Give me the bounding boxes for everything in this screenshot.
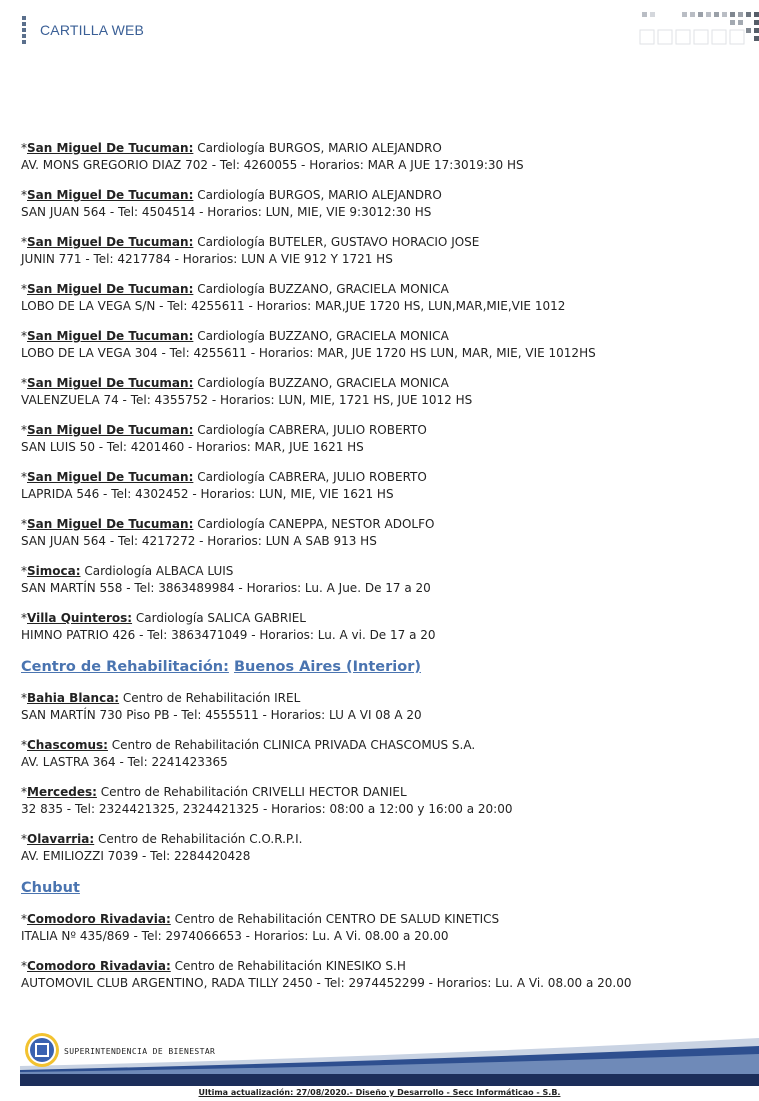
provider-entry: *San Miguel De Tucuman: Cardiología BUZZANO, GRACIELA MONICA LOBO DE LA VEGA 304 - Tel: 4255611 - Horarios: MAR, JUE 1720 HS LUN, MAR, MIE, VIE 1012HS bbox=[21, 328, 746, 362]
entry-location: San Miguel De Tucuman: bbox=[27, 188, 194, 202]
section-subheading-link[interactable]: Buenos Aires (Interior) bbox=[233, 659, 421, 675]
entry-address: JUNIN 771 - Tel: 4217784 - Horarios: LUN A VIE 912 Y 1721 HS bbox=[21, 252, 393, 266]
entry-location: San Miguel De Tucuman: bbox=[27, 470, 194, 484]
entry-address: SAN JUAN 564 - Tel: 4504514 - Horarios: LUN, MIE, VIE 9:3012:30 HS bbox=[21, 205, 432, 219]
entry-location: Bahia Blanca: bbox=[27, 691, 120, 705]
entry-location: Villa Quinteros: bbox=[27, 611, 133, 625]
provider-entry: *Simoca: Cardiología ALBACA LUIS SAN MARTÍN 558 - Tel: 3863489984 - Horarios: Lu. A Jue. De 17 a 20 bbox=[21, 563, 746, 597]
provider-entry: *Comodoro Rivadavia: Centro de Rehabilitación KINESIKO S.H AUTOMOVIL CLUB ARGENTINO, RADA TILLY 2450 - Tel: 2974452299 - Horarios: Lu. A Vi. 08.00 a 20.00 bbox=[21, 958, 746, 992]
entry-address: AV. LASTRA 364 - Tel: 2241423365 bbox=[21, 755, 228, 769]
entry-provider: Centro de Rehabilitación CENTRO DE SALUD KINETICS bbox=[170, 912, 500, 926]
section-heading bbox=[21, 657, 746, 677]
entry-location: Simoca: bbox=[27, 564, 81, 578]
entry-location: Comodoro Rivadavia: bbox=[27, 912, 171, 926]
entry-provider: Centro de Rehabilitación IREL bbox=[119, 691, 301, 705]
entry-location: San Miguel De Tucuman: bbox=[27, 329, 194, 343]
entry-location: San Miguel De Tucuman: bbox=[27, 235, 194, 249]
provider-entry: *San Miguel De Tucuman: Cardiología CABRERA, JULIO ROBERTO SAN LUIS 50 - Tel: 4201460 - Horarios: MAR, JUE 1621 HS bbox=[21, 422, 746, 456]
provider-entry: *Villa Quinteros: Cardiología SALICA GABRIEL HIMNO PATRIO 426 - Tel: 3863471049 - Horarios: Lu. A vi. De 17 a 20 bbox=[21, 610, 746, 644]
entry-address: LOBO DE LA VEGA 304 - Tel: 4255611 - Horarios: MAR, JUE 1720 HS LUN, MAR, MIE, VIE 1012HS bbox=[21, 346, 596, 360]
provider-entry: *Bahia Blanca: Centro de Rehabilitación IREL SAN MARTÍN 730 Piso PB - Tel: 4555511 - Horarios: LU A VI 08 A 20 bbox=[21, 690, 746, 724]
entry-address: VALENZUELA 74 - Tel: 4355752 - Horarios: LUN, MIE, 1721 HS, JUE 1012 HS bbox=[21, 393, 473, 407]
entry-location: Olavarria: bbox=[27, 832, 95, 846]
entry-address: SAN MARTÍN 730 Piso PB - Tel: 4555511 - Horarios: LU A VI 08 A 20 bbox=[21, 708, 422, 722]
entry-location: San Miguel De Tucuman: bbox=[27, 376, 194, 390]
provider-entry: *San Miguel De Tucuman: Cardiología BUZZANO, GRACIELA MONICA LOBO DE LA VEGA S/N - Tel: 4255611 - Horarios: MAR,JUE 1720 HS, LUN,MAR,MIE,VIE 1012 bbox=[21, 281, 746, 315]
entry-provider: Centro de Rehabilitación CLINICA PRIVADA CHASCOMUS S.A. bbox=[107, 738, 476, 752]
entry-provider: Cardiología BUTELER, GUSTAVO HORACIO JOSE bbox=[193, 235, 480, 249]
entry-address: AV. EMILIOZZI 7039 - Tel: 2284420428 bbox=[21, 849, 251, 863]
entry-provider: Centro de Rehabilitación CRIVELLI HECTOR DANIEL bbox=[96, 785, 407, 799]
entry-address: AV. MONS GREGORIO DIAZ 702 - Tel: 4260055 - Horarios: MAR A JUE 17:3019:30 HS bbox=[21, 158, 524, 172]
entry-location: Comodoro Rivadavia: bbox=[27, 959, 171, 973]
directory-listing bbox=[21, 140, 746, 1005]
institution-seal-icon bbox=[24, 1032, 60, 1068]
entry-location: San Miguel De Tucuman: bbox=[27, 282, 194, 296]
entry-provider: Cardiología CABRERA, JULIO ROBERTO bbox=[193, 423, 427, 437]
entry-provider: Cardiología BURGOS, MARIO ALEJANDRO bbox=[193, 188, 442, 202]
provider-entry: *San Miguel De Tucuman: Cardiología BURGOS, MARIO ALEJANDRO SAN JUAN 564 - Tel: 4504514 - Horarios: LUN, MIE, VIE 9:3012:30 HS bbox=[21, 187, 746, 221]
header-pixel-decoration bbox=[636, 10, 759, 46]
entry-provider: Centro de Rehabilitación KINESIKO S.H bbox=[170, 959, 406, 973]
entry-provider: Centro de Rehabilitación C.O.R.P.I. bbox=[94, 832, 303, 846]
entry-location: San Miguel De Tucuman: bbox=[27, 423, 194, 437]
provider-entry: *San Miguel De Tucuman: Cardiología BURGOS, MARIO ALEJANDRO AV. MONS GREGORIO DIAZ 702 - Tel: 4260055 - Horarios: MAR A JUE 17:3019:30 HS bbox=[21, 140, 746, 174]
entry-address: ITALIA Nº 435/869 - Tel: 2974066653 - Horarios: Lu. A Vi. 08.00 a 20.00 bbox=[21, 929, 449, 943]
provider-entry: *Chascomus: Centro de Rehabilitación CLINICA PRIVADA CHASCOMUS S.A. AV. LASTRA 364 - Tel: 2241423365 bbox=[21, 737, 746, 771]
entry-address: SAN JUAN 564 - Tel: 4217272 - Horarios: LUN A SAB 913 HS bbox=[21, 534, 377, 548]
entry-provider: Cardiología BUZZANO, GRACIELA MONICA bbox=[193, 329, 449, 343]
entry-provider: Cardiología ALBACA LUIS bbox=[80, 564, 234, 578]
provider-entry: *Mercedes: Centro de Rehabilitación CRIVELLI HECTOR DANIEL 32 835 - Tel: 2324421325, 2324421325 - Horarios: 08:00 a 12:00 y 16:00 a 20:00 bbox=[21, 784, 746, 818]
entry-provider: Cardiología SALICA GABRIEL bbox=[132, 611, 306, 625]
provider-entry: *San Miguel De Tucuman: Cardiología CABRERA, JULIO ROBERTO LAPRIDA 546 - Tel: 4302452 - Horarios: LUN, MIE, VIE 1621 HS bbox=[21, 469, 746, 503]
entry-address: AUTOMOVIL CLUB ARGENTINO, RADA TILLY 2450 - Tel: 2974452299 - Horarios: Lu. A Vi. 08.00 a 20.00 bbox=[21, 976, 632, 990]
entry-provider: Cardiología BURGOS, MARIO ALEJANDRO bbox=[193, 141, 442, 155]
section-heading bbox=[21, 878, 746, 898]
entry-location: Chascomus: bbox=[27, 738, 108, 752]
entry-location: San Miguel De Tucuman: bbox=[27, 517, 194, 531]
entry-address: 32 835 - Tel: 2324421325, 2324421325 - Horarios: 08:00 a 12:00 y 16:00 a 20:00 bbox=[21, 802, 513, 816]
entry-address: HIMNO PATRIO 426 - Tel: 3863471049 - Horarios: Lu. A vi. De 17 a 20 bbox=[21, 628, 436, 642]
provider-entry: *San Miguel De Tucuman: Cardiología BUZZANO, GRACIELA MONICA VALENZUELA 74 - Tel: 4355752 - Horarios: LUN, MIE, 1721 HS, JUE 1012 HS bbox=[21, 375, 746, 409]
entry-provider: Cardiología BUZZANO, GRACIELA MONICA bbox=[193, 376, 449, 390]
entry-location: San Miguel De Tucuman: bbox=[27, 141, 194, 155]
provider-entry: *Olavarria: Centro de Rehabilitación C.O.R.P.I. AV. EMILIOZZI 7039 - Tel: 2284420428 bbox=[21, 831, 746, 865]
provider-entry: *San Miguel De Tucuman: Cardiología BUTELER, GUSTAVO HORACIO JOSE JUNIN 771 - Tel: 4217784 - Horarios: LUN A VIE 912 Y 1721 HS bbox=[21, 234, 746, 268]
section-heading-link[interactable]: Centro de Rehabilitación: bbox=[21, 659, 229, 675]
section-heading-link[interactable]: Chubut bbox=[21, 880, 80, 896]
entry-provider: Cardiología BUZZANO, GRACIELA MONICA bbox=[193, 282, 449, 296]
provider-entry: *Comodoro Rivadavia: Centro de Rehabilitación CENTRO DE SALUD KINETICS ITALIA Nº 435/869 - Tel: 2974066653 - Horarios: Lu. A Vi. 08.00 a 20.00 bbox=[21, 911, 746, 945]
entry-location: Mercedes: bbox=[27, 785, 97, 799]
header-accent-bar bbox=[22, 16, 26, 46]
footer-update-note: Ultima actualización: 27/08/2020.- Diseño y Desarrollo - Secc Informáticao - S.B. bbox=[198, 1088, 561, 1097]
page-title: CARTILLA WEB bbox=[40, 22, 145, 38]
entry-address: LAPRIDA 546 - Tel: 4302452 - Horarios: LUN, MIE, VIE 1621 HS bbox=[21, 487, 394, 501]
entry-address: SAN LUIS 50 - Tel: 4201460 - Horarios: MAR, JUE 1621 HS bbox=[21, 440, 364, 454]
entry-provider: Cardiología CABRERA, JULIO ROBERTO bbox=[193, 470, 427, 484]
provider-entry: *San Miguel De Tucuman: Cardiología CANEPPA, NESTOR ADOLFO SAN JUAN 564 - Tel: 4217272 - Horarios: LUN A SAB 913 HS bbox=[21, 516, 746, 550]
entry-address: SAN MARTÍN 558 - Tel: 3863489984 - Horarios: Lu. A Jue. De 17 a 20 bbox=[21, 581, 431, 595]
organization-name: SUPERINTENDENCIA DE BIENESTAR bbox=[64, 1047, 216, 1056]
entry-provider: Cardiología CANEPPA, NESTOR ADOLFO bbox=[193, 517, 435, 531]
entry-address: LOBO DE LA VEGA S/N - Tel: 4255611 - Horarios: MAR,JUE 1720 HS, LUN,MAR,MIE,VIE 1012 bbox=[21, 299, 566, 313]
